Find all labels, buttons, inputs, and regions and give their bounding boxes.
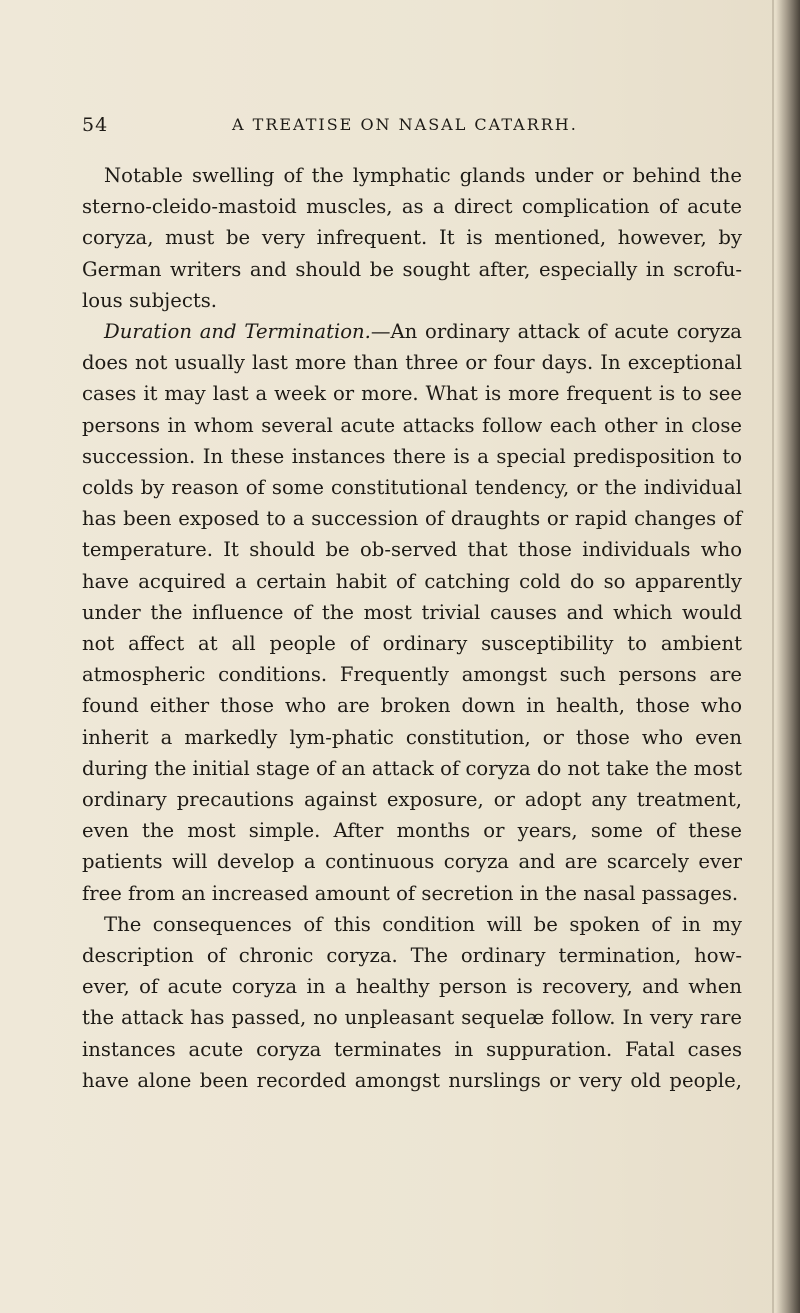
page-number: 54: [82, 114, 109, 136]
paragraph-text: The consequences of this condition will be spoken of in my description of chronic coryza. The ordinary termination, how-ever, of acute coryza in a healthy person is recovery, and when the attack has passed, no unpleasant sequelæ follow. In very rare instances acute coryza terminates in suppuration. Fatal cases have alone been recorded amongst nurslings or very old people,: [82, 912, 742, 1092]
section-heading: Duration and Termination.: [104, 320, 371, 344]
page-header: [82, 114, 742, 144]
page-gutter-line: [772, 0, 774, 1313]
paragraph-text: Notable swelling of the lymphatic glands under or behind the sterno-cleido-mastoid muscles, as a direct complication of acute coryza, must be very infrequent. It is mentioned, however, by German writers and should be sought after, especially in scrofu-lous subjects.: [82, 164, 742, 312]
paragraph-duration-termination: [82, 316, 742, 909]
page-edge-shadow: [776, 0, 800, 1313]
paragraph-consequences: [82, 909, 742, 1096]
body-text: [82, 160, 742, 1096]
paragraph-lymphatic-glands: [82, 160, 742, 316]
paragraph-text: —An ordinary attack of acute coryza does not usually last more than three or four days. In exceptional cases it may last a week or more. What is more frequent is to see persons in whom several acute attacks follow each other in close succession. In these instances there is a special predisposition to colds by reason of some constitutional tendency, or the individual has been exposed to a succession of draughts or rapid changes of temperature. It should be ob-served that those individuals who have acquired a certain habit of catching cold do so apparently under the influence of the most trivial causes and which would not affect at all people of ordinary susceptibility to ambient atmospheric conditions. Frequently amongst such persons are found either those who are broken down in health, those who inherit a markedly lym-phatic constitution, or those who even during the initial stage of an attack of coryza do not take the most ordinary precautions against exposure, or adopt any treatment, even the most simple. After months or years, some of these patients will develop a continuous coryza and are scarcely ever free from an increased amount of secretion in the nasal passages.: [82, 320, 742, 905]
running-head: A TREATISE ON NASAL CATARRH.: [232, 115, 578, 134]
